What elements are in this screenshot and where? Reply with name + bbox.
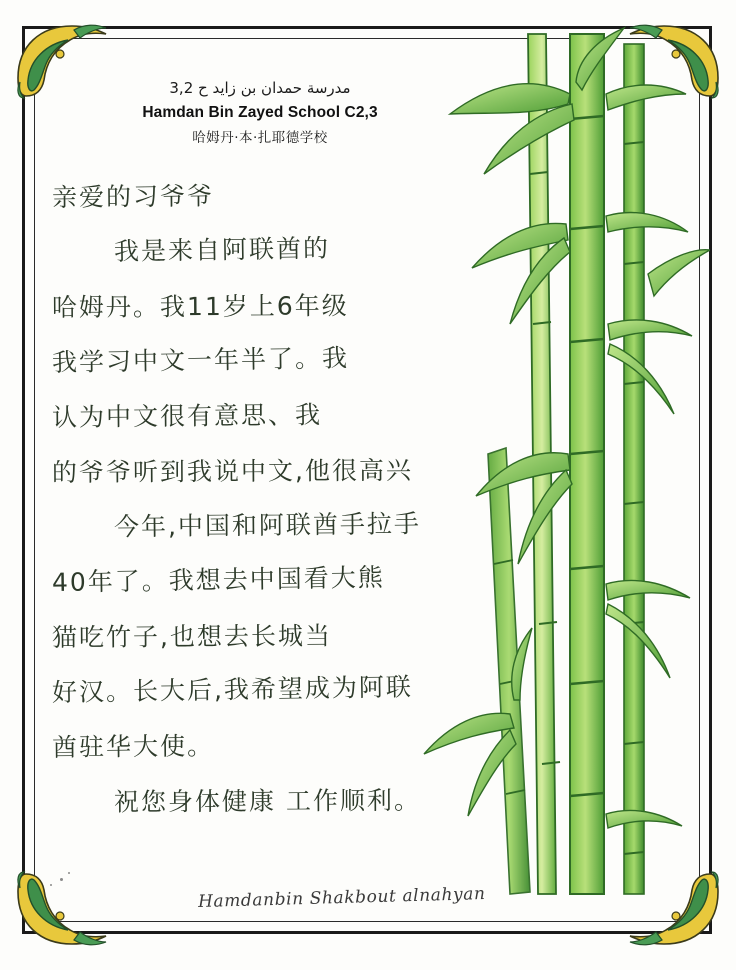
school-header xyxy=(0,78,520,147)
letter-line: 我学习中文一年半了。我 xyxy=(51,343,350,377)
letter-line: 我是来自阿联酋的 xyxy=(113,233,331,267)
corner-ornament-icon xyxy=(626,870,722,950)
letter-line: 今年,中国和阿联酋手拉手 xyxy=(113,509,422,542)
letter-line: 酋驻华大使。 xyxy=(51,731,215,762)
pencil-speck xyxy=(50,884,52,886)
letter-line: 40年了。我想去中国看大熊 xyxy=(51,562,386,597)
pencil-speck xyxy=(68,872,70,874)
letter-line: 亲爱的习爷爷 xyxy=(51,181,215,212)
school-name-english: Hamdan Bin Zayed School C2,3 xyxy=(142,104,378,122)
letter-line: 的爷爷听到我说中文,他很高兴 xyxy=(51,455,414,487)
school-name-arabic: مدرسة حمدان بن زايد ح 3,2 xyxy=(169,79,351,97)
corner-ornament-icon xyxy=(626,20,722,100)
letter-line: 祝您身体健康 工作顺利。 xyxy=(113,785,422,817)
letter-line: 好汉。长大后,我希望成为阿联 xyxy=(51,672,414,707)
corner-ornament-icon xyxy=(14,870,110,950)
letter-line: 猫吃竹子,也想去长城当 xyxy=(51,621,333,652)
school-name-chinese: 哈姆丹·本·扎耶德学校 xyxy=(192,130,328,147)
letter-body xyxy=(52,170,502,830)
pencil-speck xyxy=(60,878,63,881)
letter-line: 认为中文很有意思、我 xyxy=(51,400,323,432)
signature: Hamdanbin Shakbout alnahyan xyxy=(197,883,486,913)
letter-line: 哈姆丹。我11岁上6年级 xyxy=(51,291,349,322)
